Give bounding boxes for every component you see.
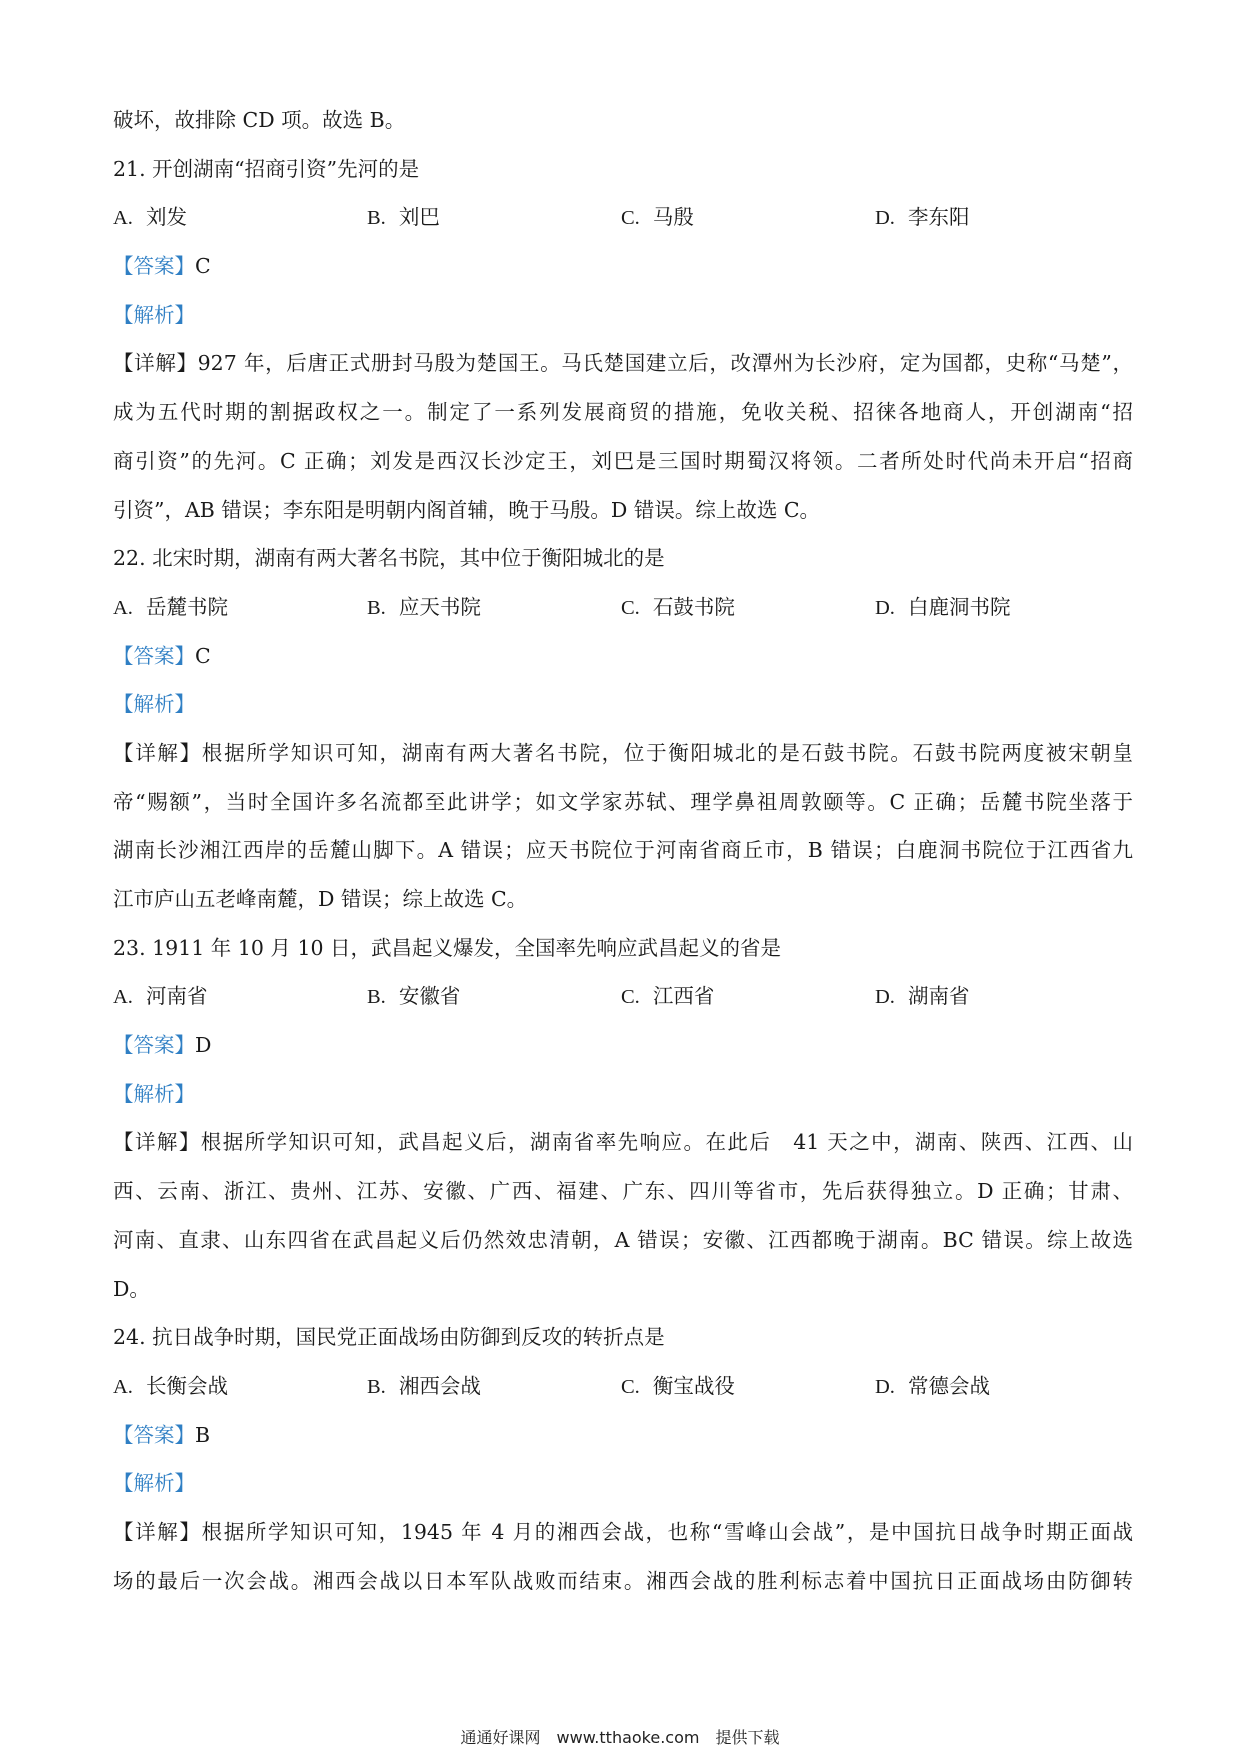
option-a: A. 河南省 [113,984,208,1009]
analysis-line [113,1459,1133,1508]
options-row [113,1362,1133,1411]
answer-line [113,1021,1133,1070]
option-d: D. 李东阳 [875,205,970,230]
page-footer: 通通好课网 www.tthaoke.com 提供下载 [460,1728,780,1747]
detail-line: 场的最后一次会战。湘西会战以日本军队战败而结束。湘西会战的胜利标志着中国抗日正面战场由防御转 [113,1568,1133,1593]
answer-tag: 【答案】 [113,643,195,668]
analysis-tag: 【解析】 [113,302,195,327]
detail-line: 商引资”的先河。C 正确；刘发是西汉长沙定王，刘巴是三国时期蜀汉将领。二者所处时代尚未开启“招商 [113,448,1133,473]
options-row [113,193,1133,242]
option-a: A. 刘发 [113,205,187,230]
top-line: 破坏，故排除 CD 项。故选 B。 [113,108,406,132]
answer-value: D [195,1033,212,1058]
question-21 [113,145,1133,535]
option-d: D. 常德会战 [875,1373,990,1398]
detail-line: 帝“赐额”，当时全国许多名流都至此讲学；如文学家苏轼、理学鼻祖周敦颐等。C 正确；岳麓书院坐落于 [113,789,1133,814]
question-22 [113,534,1133,924]
option-a: A. 岳麓书院 [113,594,228,619]
detail-line: 引资”，AB 错误；李东阳是明朝内阁首辅，晚于马殷。D 错误。综上故选 C。 [113,497,821,522]
document-page [113,96,1133,1605]
detail-tag: 【详解】 [113,351,198,376]
detail-tag: 【详解】 [113,1130,201,1155]
options-row [113,972,1133,1021]
question-stem: 24. 抗日战争时期，国民党正面战场由防御到反攻的转折点是 [113,1325,665,1350]
question-stem: 23. 1911 年 10 月 10 日，武昌起义爆发，全国率先响应武昌起义的省是 [113,935,782,960]
answer-value: C [195,254,211,279]
answer-tag: 【答案】 [113,1033,195,1058]
detail-line: 【详解】根据所学知识可知，武昌起义后，湖南省率先响应。在此后 41 天之中，湖南、陕西、江西、山 [113,1130,1134,1155]
detail-line: 成为五代时期的割据政权之一。制定了一系列发展商贸的措施，免收关税、招徕各地商人，开创湖南“招 [113,400,1133,425]
analysis-line [113,291,1133,340]
answer-tag: 【答案】 [113,254,195,279]
option-b: B. 安徽省 [367,984,461,1009]
answer-tag: 【答案】 [113,1422,195,1447]
question-23 [113,924,1133,1314]
option-c: C. 马殷 [621,205,694,230]
option-c: C. 江西省 [621,984,715,1009]
option-b: B. 刘巴 [367,205,440,230]
detail-line: 【详解】根据所学知识可知，1945 年 4 月的湘西会战，也称“雪峰山会战”，是中国抗日战争时期正面战 [113,1519,1133,1544]
option-a: A. 长衡会战 [113,1373,228,1398]
analysis-tag: 【解析】 [113,692,195,717]
answer-line [113,632,1133,681]
answer-line [113,242,1133,291]
option-d: D. 湖南省 [875,984,970,1009]
option-d: D. 白鹿洞书院 [875,594,1011,619]
answer-value: B [195,1422,211,1447]
answer-value: C [195,643,211,668]
option-b: B. 应天书院 [367,594,481,619]
options-row [113,583,1133,632]
detail-line: 湖南长沙湘江西岸的岳麓山脚下。A 错误；应天书院位于河南省商丘市，B 错误；白鹿洞书院位于江西省九 [113,838,1133,863]
detail-tag: 【详解】 [113,1519,202,1544]
detail-line: 江市庐山五老峰南麓，D 错误；综上故选 C。 [113,887,528,911]
analysis-line [113,1070,1133,1119]
answer-line [113,1411,1133,1460]
analysis-tag: 【解析】 [113,1471,195,1496]
detail-line: 【详解】927 年，后唐正式册封马殷为楚国王。马氏楚国建立后，改潭州为长沙府，定为国都，史称“马楚”， [113,351,1134,376]
option-b: B. 湘西会战 [367,1373,481,1398]
option-c: C. 石鼓书院 [621,594,735,619]
detail-line: 【详解】根据所学知识可知，湖南有两大著名书院，位于衡阳城北的是石鼓书院。石鼓书院两度被宋朝皇 [113,740,1134,765]
question-stem: 21. 开创湖南“招商引资”先河的是 [113,156,420,181]
question-stem: 22. 北宋时期，湖南有两大著名书院，其中位于衡阳城北的是 [113,546,665,571]
analysis-tag: 【解析】 [113,1081,195,1106]
option-c: C. 衡宝战役 [621,1373,735,1398]
detail-line: 河南、直隶、山东四省在武昌起义后仍然效忠清朝，A 错误；安徽、江西都晚于湖南。BC 错误。综上故选 [113,1227,1133,1252]
detail-tag: 【详解】 [113,740,202,765]
detail-line: D。 [113,1276,150,1301]
question-24 [113,1313,1133,1605]
analysis-line [113,680,1133,729]
detail-line: 西、云南、浙江、贵州、江苏、安徽、广西、福建、广东、四川等省市，先后获得独立。D 正确；甘肃、 [113,1179,1133,1204]
